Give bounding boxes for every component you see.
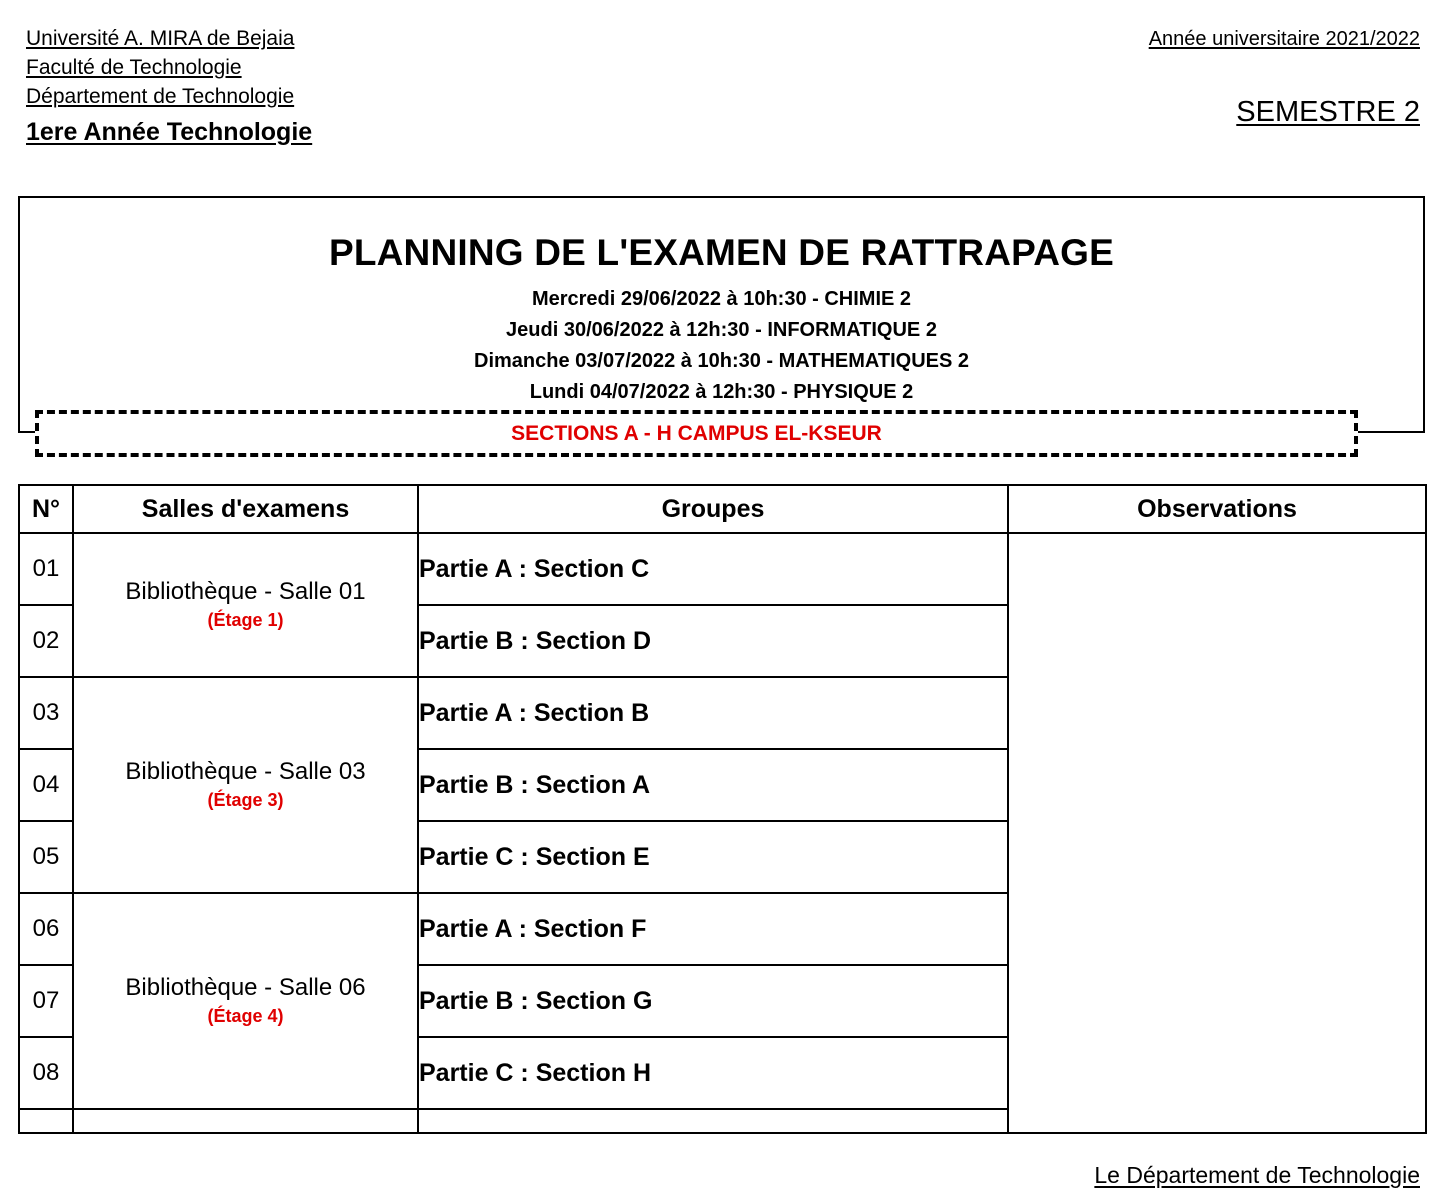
row-number: 06 [19, 893, 73, 965]
semester-label: SEMESTRE 2 [1236, 96, 1420, 128]
year-level-label: 1ere Année Technologie [26, 118, 313, 146]
room-name: Bibliothèque - Salle 06 [125, 974, 366, 1001]
group-label: Partie B : Section G [418, 965, 1008, 1037]
group-label: Partie C : Section H [418, 1037, 1008, 1109]
exam-schedule-item: Mercredi 29/06/2022 à 10h:30 - CHIMIE 2 [531, 288, 912, 310]
institution-line-faculty: Faculté de Technologie [26, 56, 242, 79]
spacer-room-cell [73, 1109, 418, 1133]
row-number: 03 [19, 677, 73, 749]
room-cell [73, 533, 418, 677]
row-number: 05 [19, 821, 73, 893]
row-number: 08 [19, 1037, 73, 1109]
room-name: Bibliothèque - Salle 01 [125, 578, 366, 605]
exam-schedule-list [20, 284, 1423, 408]
signature-label: Le Département de Technologie [1094, 1162, 1420, 1188]
table-row [19, 533, 1426, 605]
academic-header [800, 26, 1420, 129]
exam-title-box [18, 196, 1425, 433]
exam-planning-table [18, 484, 1427, 1134]
spacer-number-cell [19, 1109, 73, 1133]
group-label: Partie A : Section F [418, 893, 1008, 965]
sections-campus-banner [35, 410, 1358, 457]
row-number: 04 [19, 749, 73, 821]
group-label: Partie A : Section B [418, 677, 1008, 749]
column-header-groups: Groupes [418, 485, 1008, 533]
institution-line-university: Université A. MIRA de Bejaia [26, 27, 295, 50]
room-cell [73, 677, 418, 893]
academic-year-label: Année universitaire 2021/2022 [1148, 28, 1420, 50]
row-number: 01 [19, 533, 73, 605]
room-cell [73, 893, 418, 1109]
column-header-number: N° [19, 485, 73, 533]
column-header-rooms: Salles d'examens [73, 485, 418, 533]
group-label: Partie A : Section C [418, 533, 1008, 605]
exam-schedule-item: Dimanche 03/07/2022 à 10h:30 - MATHEMATIQUES 2 [474, 350, 969, 372]
institution-header [26, 24, 726, 150]
sections-campus-label: SECTIONS A - H CAMPUS EL-KSEUR [511, 421, 882, 445]
observations-cell[interactable] [1008, 533, 1426, 1133]
row-number: 02 [19, 605, 73, 677]
row-number: 07 [19, 965, 73, 1037]
room-floor: (Étage 1) [207, 610, 284, 630]
institution-line-department: Département de Technologie [26, 85, 295, 108]
exam-schedule-item: Lundi 04/07/2022 à 12h:30 - PHYSIQUE 2 [529, 381, 914, 403]
signature-footer [1094, 1162, 1420, 1189]
room-floor: (Étage 3) [207, 790, 284, 810]
spacer-group-cell [418, 1109, 1008, 1133]
group-label: Partie C : Section E [418, 821, 1008, 893]
room-name: Bibliothèque - Salle 03 [125, 758, 366, 785]
column-header-observations: Observations [1008, 485, 1426, 533]
room-floor: (Étage 4) [207, 1006, 284, 1026]
group-label: Partie B : Section A [418, 749, 1008, 821]
page-title: PLANNING DE L'EXAMEN DE RATTRAPAGE [328, 232, 1115, 273]
table-header-row [19, 485, 1426, 533]
exam-schedule-item: Jeudi 30/06/2022 à 12h:30 - INFORMATIQUE 2 [506, 319, 937, 341]
group-label: Partie B : Section D [418, 605, 1008, 677]
